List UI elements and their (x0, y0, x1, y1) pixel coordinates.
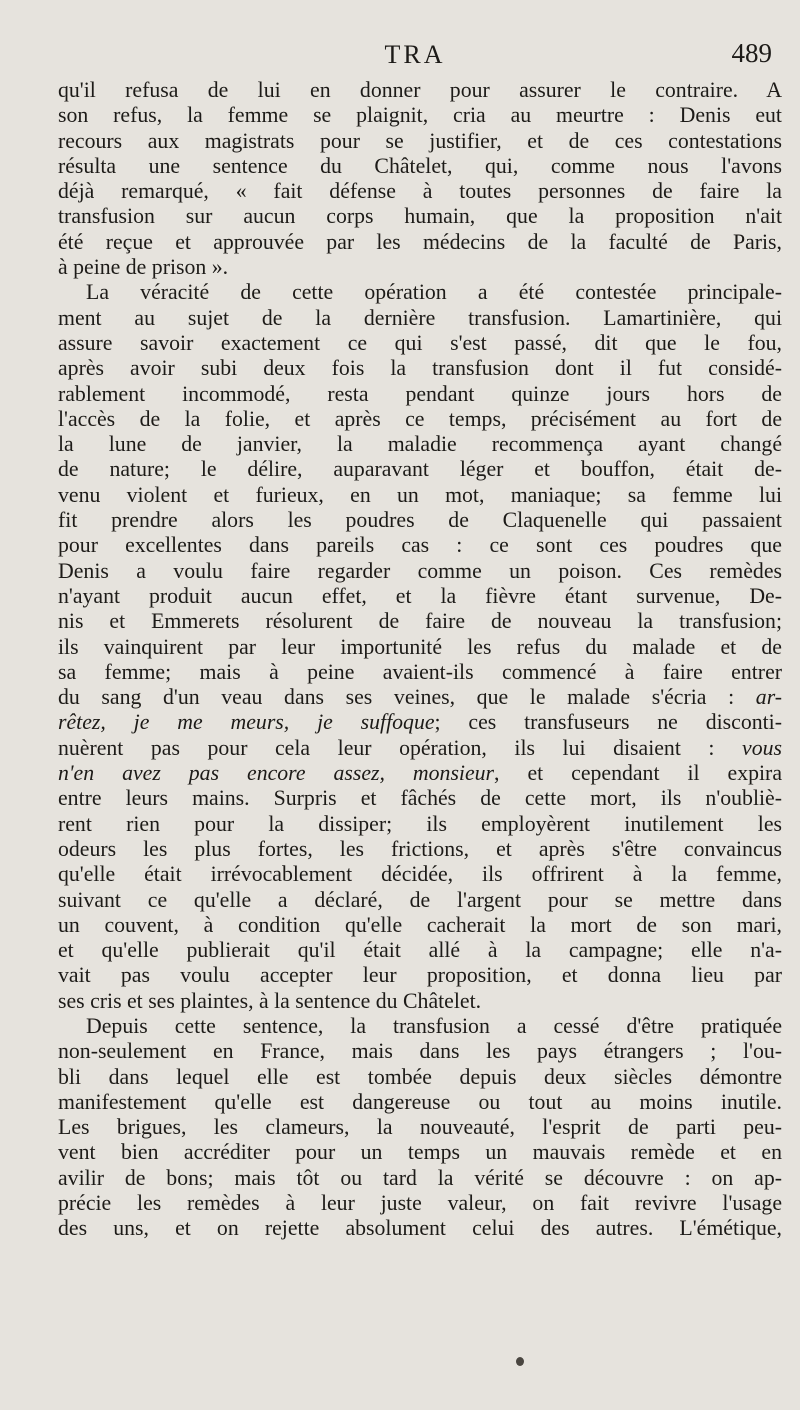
ink-dot (516, 1357, 524, 1366)
text-line (58, 913, 782, 938)
text-segment: vent bien accréditer pour un temps un mauvais remède et en (58, 1140, 782, 1165)
text-line (58, 938, 782, 963)
text-segment: du sang d'un veau dans ses veines, que le malade s'écria : (58, 685, 756, 710)
text-segment: odeurs les plus fortes, les frictions, et après s'être convaincus (58, 836, 782, 861)
text-segment: entre leurs mains. Surpris et fâchés de cette mort, ils n'oubliè- (58, 786, 782, 811)
text-line (58, 660, 782, 685)
text-line (58, 1191, 782, 1216)
text-segment: son refus, la femme se plaignit, cria au meurtre : Denis eut (58, 103, 782, 128)
italic-text: ar- (755, 685, 782, 710)
text-segment: suivant ce qu'elle a déclaré, de l'argent pour se mettre dans (58, 887, 782, 912)
text-segment: manifestement qu'elle est dangereuse ou tout au moins inutile. (58, 1089, 782, 1114)
text-line (58, 331, 782, 356)
text-line (58, 609, 782, 634)
text-line (58, 407, 782, 432)
text-line (58, 736, 782, 761)
text-line (58, 78, 782, 103)
text-line (58, 356, 782, 381)
text-segment: ses cris et ses plaintes, à la sentence du Châtelet. (58, 988, 482, 1013)
text-line (58, 710, 782, 735)
text-line (58, 989, 782, 1014)
text-line (58, 533, 782, 558)
text-line (58, 382, 782, 407)
text-line (58, 685, 782, 710)
text-segment: transfusion sur aucun corps humain, que la proposition n'ait (58, 204, 782, 229)
text-segment: rablement incommodé, resta pendant quinze jours hors de (58, 381, 782, 406)
text-line (58, 584, 782, 609)
text-segment: vait pas voulu accepter leur proposition, et donna lieu par (58, 963, 782, 988)
page-number: 489 (731, 38, 772, 68)
text-line (58, 103, 782, 128)
text-line (58, 862, 782, 887)
text-line (58, 963, 782, 988)
text-line (58, 812, 782, 837)
text-segment: fit prendre alors les poudres de Claquenelle qui passaient (58, 508, 782, 533)
text-segment: ils vainquirent par leur importunité les refus du malade et de (58, 634, 782, 659)
text-segment: à peine de prison ». (58, 255, 229, 280)
text-segment: La véracité de cette opération a été contestée principale- (86, 280, 782, 305)
body-text (58, 78, 782, 1242)
text-segment: nis et Emmerets résolurent de faire de nouveau la transfusion; (58, 609, 782, 634)
text-segment: venu violent et furieux, en un mot, maniaque; sa femme lui (58, 482, 782, 507)
text-segment: des uns, et on rejette absolument celui des autres. L'émétique, (58, 1216, 782, 1241)
text-segment: nuèrent pas pour cela leur opération, ils lui disaient : (58, 735, 743, 760)
text-segment: pour excellentes dans pareils cas : ce sont ces poudres que (58, 533, 782, 558)
text-segment: bli dans lequel elle est tombée depuis deux siècles démontre (58, 1064, 782, 1089)
text-line (58, 457, 782, 482)
text-segment: , et cependant il expira (494, 761, 782, 786)
text-segment: rent rien pour la dissiper; ils employèrent inutilement les (58, 811, 782, 836)
text-line (58, 432, 782, 457)
text-segment: avilir de bons; mais tôt ou tard la vérité se découvre : on ap- (58, 1165, 782, 1190)
text-line (58, 483, 782, 508)
text-segment: l'accès de la folie, et après ce temps, précisément au fort de (58, 406, 782, 431)
text-segment: de nature; le délire, auparavant léger et bouffon, était de- (58, 457, 782, 482)
running-head: TRA (384, 40, 446, 69)
text-line (58, 786, 782, 811)
text-line (58, 1014, 782, 1039)
text-line (58, 204, 782, 229)
text-segment: un couvent, à condition qu'elle cacherait la mort de son mari, (58, 912, 782, 937)
text-segment: résulta une sentence du Châtelet, qui, comme nous l'avons (58, 153, 782, 178)
text-segment: Les brigues, les clameurs, la nouveauté, l'esprit de parti peu- (58, 1115, 782, 1140)
text-segment: n'ayant produit aucun effet, et la fièvre étant survenue, De- (58, 583, 782, 608)
text-line (58, 1039, 782, 1064)
text-segment: ; ces transfuseurs ne disconti- (434, 710, 782, 735)
text-line (58, 1140, 782, 1165)
text-segment: et qu'elle publierait qu'il était allé à la campagne; elle n'a- (58, 938, 782, 963)
text-line (58, 1166, 782, 1191)
text-line (58, 559, 782, 584)
text-line (58, 635, 782, 660)
text-line (58, 154, 782, 179)
text-segment: Depuis cette sentence, la transfusion a cessé d'être pratiquée (86, 1013, 782, 1038)
text-segment: après avoir subi deux fois la transfusion dont il fut considé- (58, 356, 782, 381)
text-segment: qu'elle était irrévocablement décidée, ils offrirent à la femme, (58, 862, 782, 887)
text-segment: recours aux magistrats pour se justifier, et de ces contestations (58, 128, 782, 153)
text-segment: été reçue et approuvée par les médecins de la faculté de Paris, (58, 229, 782, 254)
text-segment: ment au sujet de la dernière transfusion. Lamartinière, qui (58, 305, 782, 330)
text-line (58, 837, 782, 862)
text-line (58, 179, 782, 204)
text-line (58, 306, 782, 331)
text-line (58, 1216, 782, 1241)
text-line (58, 761, 782, 786)
page-header (58, 38, 772, 78)
text-line (58, 255, 782, 280)
text-line (58, 230, 782, 255)
text-segment: Denis a voulu faire regarder comme un poison. Ces remèdes (58, 558, 782, 583)
text-line (58, 280, 782, 305)
text-line (58, 1090, 782, 1115)
text-line (58, 1065, 782, 1090)
text-segment: la lune de janvier, la maladie recommença ayant changé (58, 432, 782, 457)
text-segment: non-seulement en France, mais dans les pays étrangers ; l'ou- (58, 1039, 782, 1064)
text-segment: déjà remarqué, « fait défense à toutes personnes de faire la (58, 179, 782, 204)
text-line (58, 1115, 782, 1140)
italic-text: vous (742, 735, 782, 760)
italic-text: rêtez, je me meurs, je suffoque (58, 710, 435, 735)
text-line (58, 508, 782, 533)
text-segment: sa femme; mais à peine avaient-ils commencé à faire entrer (58, 659, 782, 684)
text-segment: qu'il refusa de lui en donner pour assurer le contraire. A (58, 78, 782, 102)
italic-text: n'en avez pas encore assez, monsieur (58, 761, 495, 786)
text-segment: assure savoir exactement ce qui s'est passé, dit que le fou, (58, 330, 782, 355)
text-line (58, 888, 782, 913)
text-segment: précie les remèdes à leur juste valeur, on fait revivre l'usage (58, 1191, 782, 1216)
text-line (58, 129, 782, 154)
